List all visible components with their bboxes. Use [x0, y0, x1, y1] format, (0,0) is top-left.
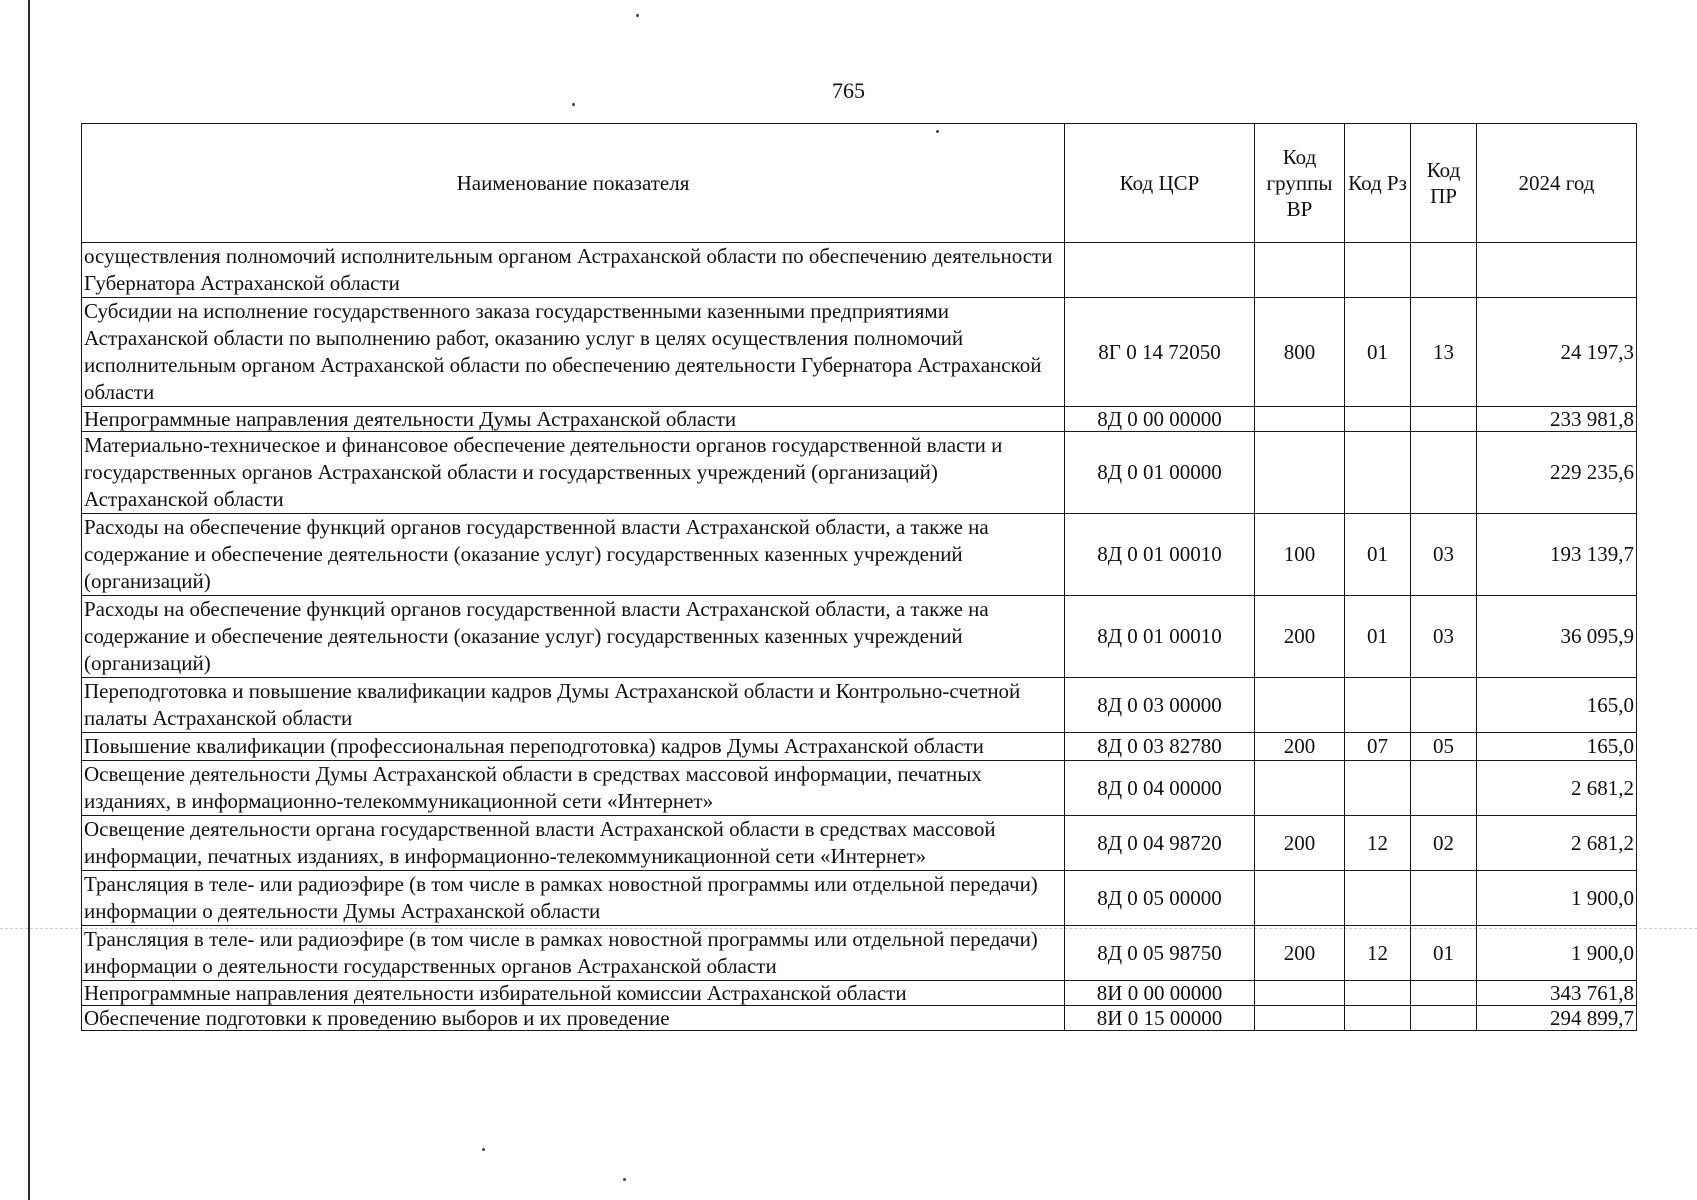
scan-speck: [572, 103, 575, 106]
row-csr: 8Д 0 01 00010: [1065, 514, 1255, 596]
header-name: Наименование показателя: [82, 124, 1065, 243]
budget-table: [81, 123, 1637, 1031]
row-csr: 8Д 0 00 00000: [1065, 407, 1255, 432]
table-header-row: [82, 124, 1637, 243]
row-name: Освещение деятельности Думы Астраханской области в средствах массовой информации, печатных изданиях, в информационно-телекоммуникационной сети «Интернет»: [82, 761, 1065, 816]
row-pr: 03: [1411, 514, 1477, 596]
row-vr: [1255, 432, 1345, 514]
scan-speck: [636, 14, 639, 17]
row-vr: 200: [1255, 816, 1345, 871]
table-row: [82, 243, 1637, 298]
row-vr: [1255, 761, 1345, 816]
row-vr: [1255, 243, 1345, 298]
row-amount: 294 899,7: [1477, 1006, 1637, 1031]
row-pr: 13: [1411, 298, 1477, 407]
row-amount: 36 095,9: [1477, 596, 1637, 678]
row-pr: [1411, 407, 1477, 432]
row-pr: [1411, 432, 1477, 514]
header-rz: Код Рз: [1345, 124, 1411, 243]
row-pr: [1411, 1006, 1477, 1031]
row-pr: [1411, 981, 1477, 1006]
row-csr: 8Д 0 04 98720: [1065, 816, 1255, 871]
table-row: [82, 407, 1637, 432]
header-year: 2024 год: [1477, 124, 1637, 243]
row-csr: 8Д 0 05 98750: [1065, 926, 1255, 981]
table-row: [82, 816, 1637, 871]
table-row: [82, 761, 1637, 816]
row-name: Субсидии на исполнение государственного заказа государственными казенными предприятиями Астраханской области по выполнению работ, оказанию услуг в целях осуществления полномочий исполнительным органом Астраханской области по обеспечению деятельности Губернатора Астраханской области: [82, 298, 1065, 407]
row-name: Освещение деятельности органа государственной власти Астраханской области в средствах массовой информации, печатных изданиях, в информационно-телекоммуникационной сети «Интернет»: [82, 816, 1065, 871]
table-row: [82, 678, 1637, 733]
row-csr: 8Д 0 03 82780: [1065, 733, 1255, 761]
row-name: Повышение квалификации (профессиональная переподготовка) кадров Думы Астраханской области: [82, 733, 1065, 761]
table-row: [82, 981, 1637, 1006]
row-name: Расходы на обеспечение функций органов государственной власти Астраханской области, а также на содержание и обеспечение деятельности (оказание услуг) государственных казенных учреждений (организаций): [82, 514, 1065, 596]
row-rz: 12: [1345, 816, 1411, 871]
row-amount: 343 761,8: [1477, 981, 1637, 1006]
row-amount: 229 235,6: [1477, 432, 1637, 514]
row-pr: 02: [1411, 816, 1477, 871]
row-pr: 01: [1411, 926, 1477, 981]
row-name: Расходы на обеспечение функций органов государственной власти Астраханской области, а также на содержание и обеспечение деятельности (оказание услуг) государственных казенных учреждений (организаций): [82, 596, 1065, 678]
row-vr: [1255, 871, 1345, 926]
row-pr: 03: [1411, 596, 1477, 678]
row-amount: 2 681,2: [1477, 761, 1637, 816]
row-amount: 165,0: [1477, 678, 1637, 733]
table-row: [82, 298, 1637, 407]
row-rz: [1345, 243, 1411, 298]
table-row: [82, 514, 1637, 596]
row-csr: 8Д 0 03 00000: [1065, 678, 1255, 733]
row-pr: [1411, 761, 1477, 816]
row-csr: 8Д 0 04 00000: [1065, 761, 1255, 816]
row-name: Обеспечение подготовки к проведению выборов и их проведение: [82, 1006, 1065, 1031]
row-vr: [1255, 407, 1345, 432]
row-amount: 165,0: [1477, 733, 1637, 761]
row-pr: 05: [1411, 733, 1477, 761]
row-rz: [1345, 432, 1411, 514]
row-csr: 8Д 0 01 00010: [1065, 596, 1255, 678]
row-name: Переподготовка и повышение квалификации кадров Думы Астраханской области и Контрольно-счетной палаты Астраханской области: [82, 678, 1065, 733]
row-vr: [1255, 981, 1345, 1006]
row-rz: [1345, 678, 1411, 733]
row-rz: 01: [1345, 514, 1411, 596]
row-rz: [1345, 981, 1411, 1006]
table-row: [82, 733, 1637, 761]
row-name: осуществления полномочий исполнительным органом Астраханской области по обеспечению деятельности Губернатора Астраханской области: [82, 243, 1065, 298]
table-row: [82, 432, 1637, 514]
row-amount: 233 981,8: [1477, 407, 1637, 432]
row-name: Трансляция в теле- или радиоэфире (в том числе в рамках новостной программы или отдельной передачи) информации о деятельности Думы Астраханской области: [82, 871, 1065, 926]
row-rz: 07: [1345, 733, 1411, 761]
row-vr: 200: [1255, 596, 1345, 678]
row-csr: 8Д 0 05 00000: [1065, 871, 1255, 926]
row-pr: [1411, 678, 1477, 733]
row-amount: [1477, 243, 1637, 298]
row-csr: 8И 0 15 00000: [1065, 1006, 1255, 1031]
header-vr: Код группы ВР: [1255, 124, 1345, 243]
row-vr: 100: [1255, 514, 1345, 596]
row-pr: [1411, 871, 1477, 926]
scan-speck: [482, 1148, 485, 1151]
row-csr: 8Г 0 14 72050: [1065, 298, 1255, 407]
row-rz: [1345, 761, 1411, 816]
row-csr: 8Д 0 01 00000: [1065, 432, 1255, 514]
header-pr: Код ПР: [1411, 124, 1477, 243]
row-amount: 2 681,2: [1477, 816, 1637, 871]
row-vr: 200: [1255, 733, 1345, 761]
row-rz: [1345, 407, 1411, 432]
table-row: [82, 1006, 1637, 1031]
table-row: [82, 926, 1637, 981]
row-name: Непрограммные направления деятельности Думы Астраханской области: [82, 407, 1065, 432]
row-pr: [1411, 243, 1477, 298]
scan-margin-line: [28, 0, 30, 1200]
row-name: Трансляция в теле- или радиоэфире (в том числе в рамках новостной программы или отдельной передачи) информации о деятельности государственных органов Астраханской области: [82, 926, 1065, 981]
row-amount: 193 139,7: [1477, 514, 1637, 596]
row-vr: [1255, 678, 1345, 733]
row-name: Материально-техническое и финансовое обеспечение деятельности органов государственной власти и государственных органов Астраханской области и государственных учреждений (организаций) Астраханской области: [82, 432, 1065, 514]
row-rz: 12: [1345, 926, 1411, 981]
row-rz: 01: [1345, 298, 1411, 407]
row-rz: [1345, 1006, 1411, 1031]
row-vr: [1255, 1006, 1345, 1031]
row-rz: 01: [1345, 596, 1411, 678]
row-vr: 800: [1255, 298, 1345, 407]
row-vr: 200: [1255, 926, 1345, 981]
row-csr: 8И 0 00 00000: [1065, 981, 1255, 1006]
scan-speck: [623, 1178, 626, 1181]
table-row: [82, 871, 1637, 926]
row-amount: 1 900,0: [1477, 926, 1637, 981]
row-amount: 24 197,3: [1477, 298, 1637, 407]
page-number: 765: [832, 78, 865, 103]
row-name: Непрограммные направления деятельности избирательной комиссии Астраханской области: [82, 981, 1065, 1006]
row-amount: 1 900,0: [1477, 871, 1637, 926]
table-row: [82, 596, 1637, 678]
row-csr: [1065, 243, 1255, 298]
row-rz: [1345, 871, 1411, 926]
header-csr: Код ЦСР: [1065, 124, 1255, 243]
